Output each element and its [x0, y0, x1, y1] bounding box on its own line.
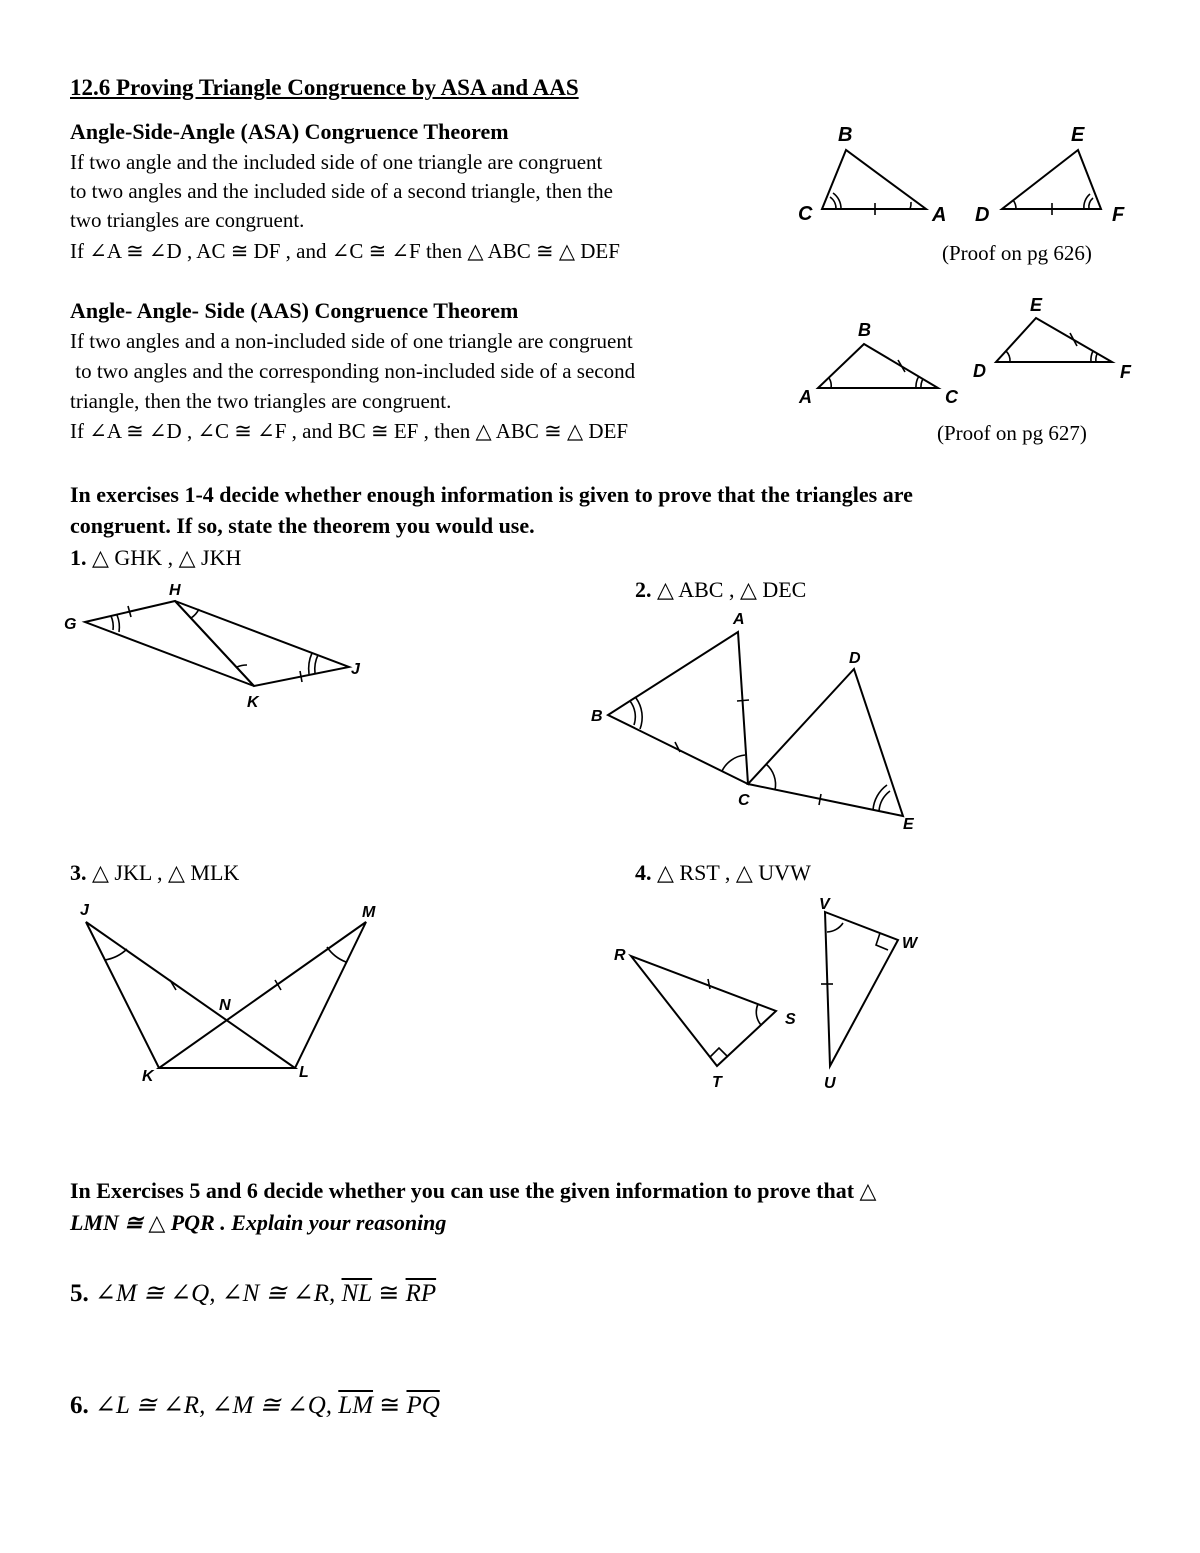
ex3-label-k: K	[142, 1068, 154, 1085]
ex3-label-j: J	[80, 902, 89, 919]
asa-line-1: If two angle and the included side of one triangle are congruent	[70, 150, 603, 174]
ex4-label-t: T	[712, 1074, 722, 1091]
exercise-3-triangles: △ JKL , △ MLK	[92, 860, 240, 885]
asa-triangle-def	[1002, 150, 1101, 209]
aas-line-1: If two angles and a non-included side of one triangle are congruent	[70, 329, 633, 353]
page-title: 12.6 Proving Triangle Congruence by ASA and AAS	[70, 75, 579, 100]
exercise-5-number: 5.	[70, 1280, 89, 1307]
exercise-5-congruent: ≅	[372, 1280, 406, 1307]
triangle-dec	[748, 669, 903, 816]
exercise-4-label	[635, 860, 811, 886]
instructions-1-line-2: congruent. If so, state the theorem you would use.	[70, 513, 535, 538]
exercise-6	[70, 1390, 440, 1420]
ex4-label-v: V	[819, 896, 830, 913]
aas-proof-ref: (Proof on pg 627)	[937, 421, 1087, 445]
asa-line-2: to two angles and the included side of a second triangle, then the	[70, 179, 613, 203]
ex3-label-n: N	[219, 997, 231, 1014]
aas-heading: Angle- Angle- Side (AAS) Congruence Theorem	[70, 298, 519, 323]
exercise-4-number: 4.	[635, 860, 652, 885]
exercise-6-congruent: ≅	[373, 1392, 407, 1419]
asa-figure	[790, 115, 1150, 230]
exercise-4-figure	[605, 890, 945, 1095]
instructions-1-line-1: In exercises 1-4 decide whether enough information is given to prove that the triangles are	[70, 482, 913, 507]
triangle-uvw	[825, 912, 898, 1066]
exercise-2-triangles: △ ABC , △ DEC	[657, 577, 807, 602]
asa-statement: If ∠A ≅ ∠D , AC ≅ DF , and ∠C ≅ ∠F then △ ABC ≅ △ DEF	[70, 239, 620, 263]
exercise-1-label	[70, 545, 241, 571]
triangle-jkh	[175, 601, 349, 686]
asa-label-f: F	[1112, 204, 1125, 226]
ex1-label-k: K	[247, 694, 259, 711]
ex2-label-a: A	[733, 611, 745, 628]
aas-triangle-abc	[818, 344, 938, 388]
aas-label-b: B	[858, 320, 871, 340]
ex4-label-r: R	[614, 947, 626, 964]
ex1-label-g: G	[64, 616, 77, 633]
exercise-6-segment-pq: $\overline{PQ}$	[406, 1392, 440, 1419]
triangle-rst	[631, 956, 776, 1066]
aas-line-3: triangle, then the two triangles are congruent.	[70, 389, 452, 413]
exercise-5-segment-rp: $\overline{RP}$	[405, 1280, 437, 1307]
instructions-2-line-1: In Exercises 5 and 6 decide whether you can use the given information to prove that △	[70, 1178, 877, 1203]
asa-line-3: two triangles are congruent.	[70, 208, 305, 232]
asa-label-a: A	[932, 204, 947, 226]
asa-proof-ref: (Proof on pg 626)	[942, 241, 1092, 265]
asa-heading: Angle-Side-Angle (ASA) Congruence Theorem	[70, 119, 509, 144]
asa-label-d: D	[975, 204, 990, 226]
ex3-label-m: M	[362, 904, 376, 921]
asa-label-e: E	[1071, 124, 1085, 146]
exercise-5-angles: ∠M ≅ ∠Q, ∠N ≅ ∠R,	[95, 1280, 342, 1307]
ex4-label-w: W	[902, 935, 918, 952]
aas-label-d: D	[973, 361, 986, 381]
ex2-label-c: C	[738, 792, 750, 809]
exercise-6-angles: ∠L ≅ ∠R, ∠M ≅ ∠Q,	[95, 1392, 339, 1419]
aas-label-f: F	[1120, 362, 1131, 382]
exercise-3-figure	[70, 895, 410, 1090]
triangle-abc	[608, 632, 748, 784]
asa-triangle-abc	[822, 150, 926, 209]
ex4-label-u: U	[824, 1075, 836, 1092]
exercise-4-triangles: △ RST , △ UVW	[657, 860, 811, 885]
aas-label-a: A	[799, 387, 812, 407]
exercise-2-number: 2.	[635, 577, 652, 602]
exercise-1-figure	[55, 575, 385, 720]
ex2-label-d: D	[849, 650, 861, 667]
exercise-2-figure	[585, 605, 925, 835]
aas-statement: If ∠A ≅ ∠D , ∠C ≅ ∠F , and BC ≅ EF , then △ ABC ≅ △ DEF	[70, 419, 629, 443]
aas-label-c: C	[945, 387, 958, 407]
ex4-label-s: S	[785, 1011, 796, 1028]
triangle-ghk	[85, 601, 254, 686]
exercise-5-segment-nl: $\overline{NL}$	[341, 1280, 373, 1307]
aas-triangle-def	[996, 318, 1112, 362]
aas-line-2: to two angles and the corresponding non-included side of a second	[70, 359, 636, 383]
asa-label-c: C	[798, 203, 813, 225]
exercise-1-number: 1.	[70, 545, 87, 570]
exercise-5	[70, 1278, 436, 1308]
exercise-1-triangles: △ GHK , △ JKH	[92, 545, 242, 570]
ex1-label-j: J	[351, 661, 360, 678]
ex1-label-h: H	[169, 582, 181, 599]
ex2-label-e: E	[903, 816, 914, 833]
exercise-3-label	[70, 860, 239, 886]
instructions-2-line-2: LMN ≅ △ PQR . Explain your reasoning	[70, 1210, 447, 1235]
ex3-label-l: L	[299, 1064, 309, 1081]
aas-figure	[790, 290, 1150, 415]
exercise-6-segment-lm: $\overline{LM}$	[338, 1392, 374, 1419]
exercise-2-label	[635, 577, 806, 603]
exercise-3-number: 3.	[70, 860, 87, 885]
ex2-label-b: B	[591, 708, 603, 725]
exercise-6-number: 6.	[70, 1392, 89, 1419]
aas-label-e: E	[1030, 295, 1043, 315]
asa-label-b: B	[838, 124, 853, 146]
